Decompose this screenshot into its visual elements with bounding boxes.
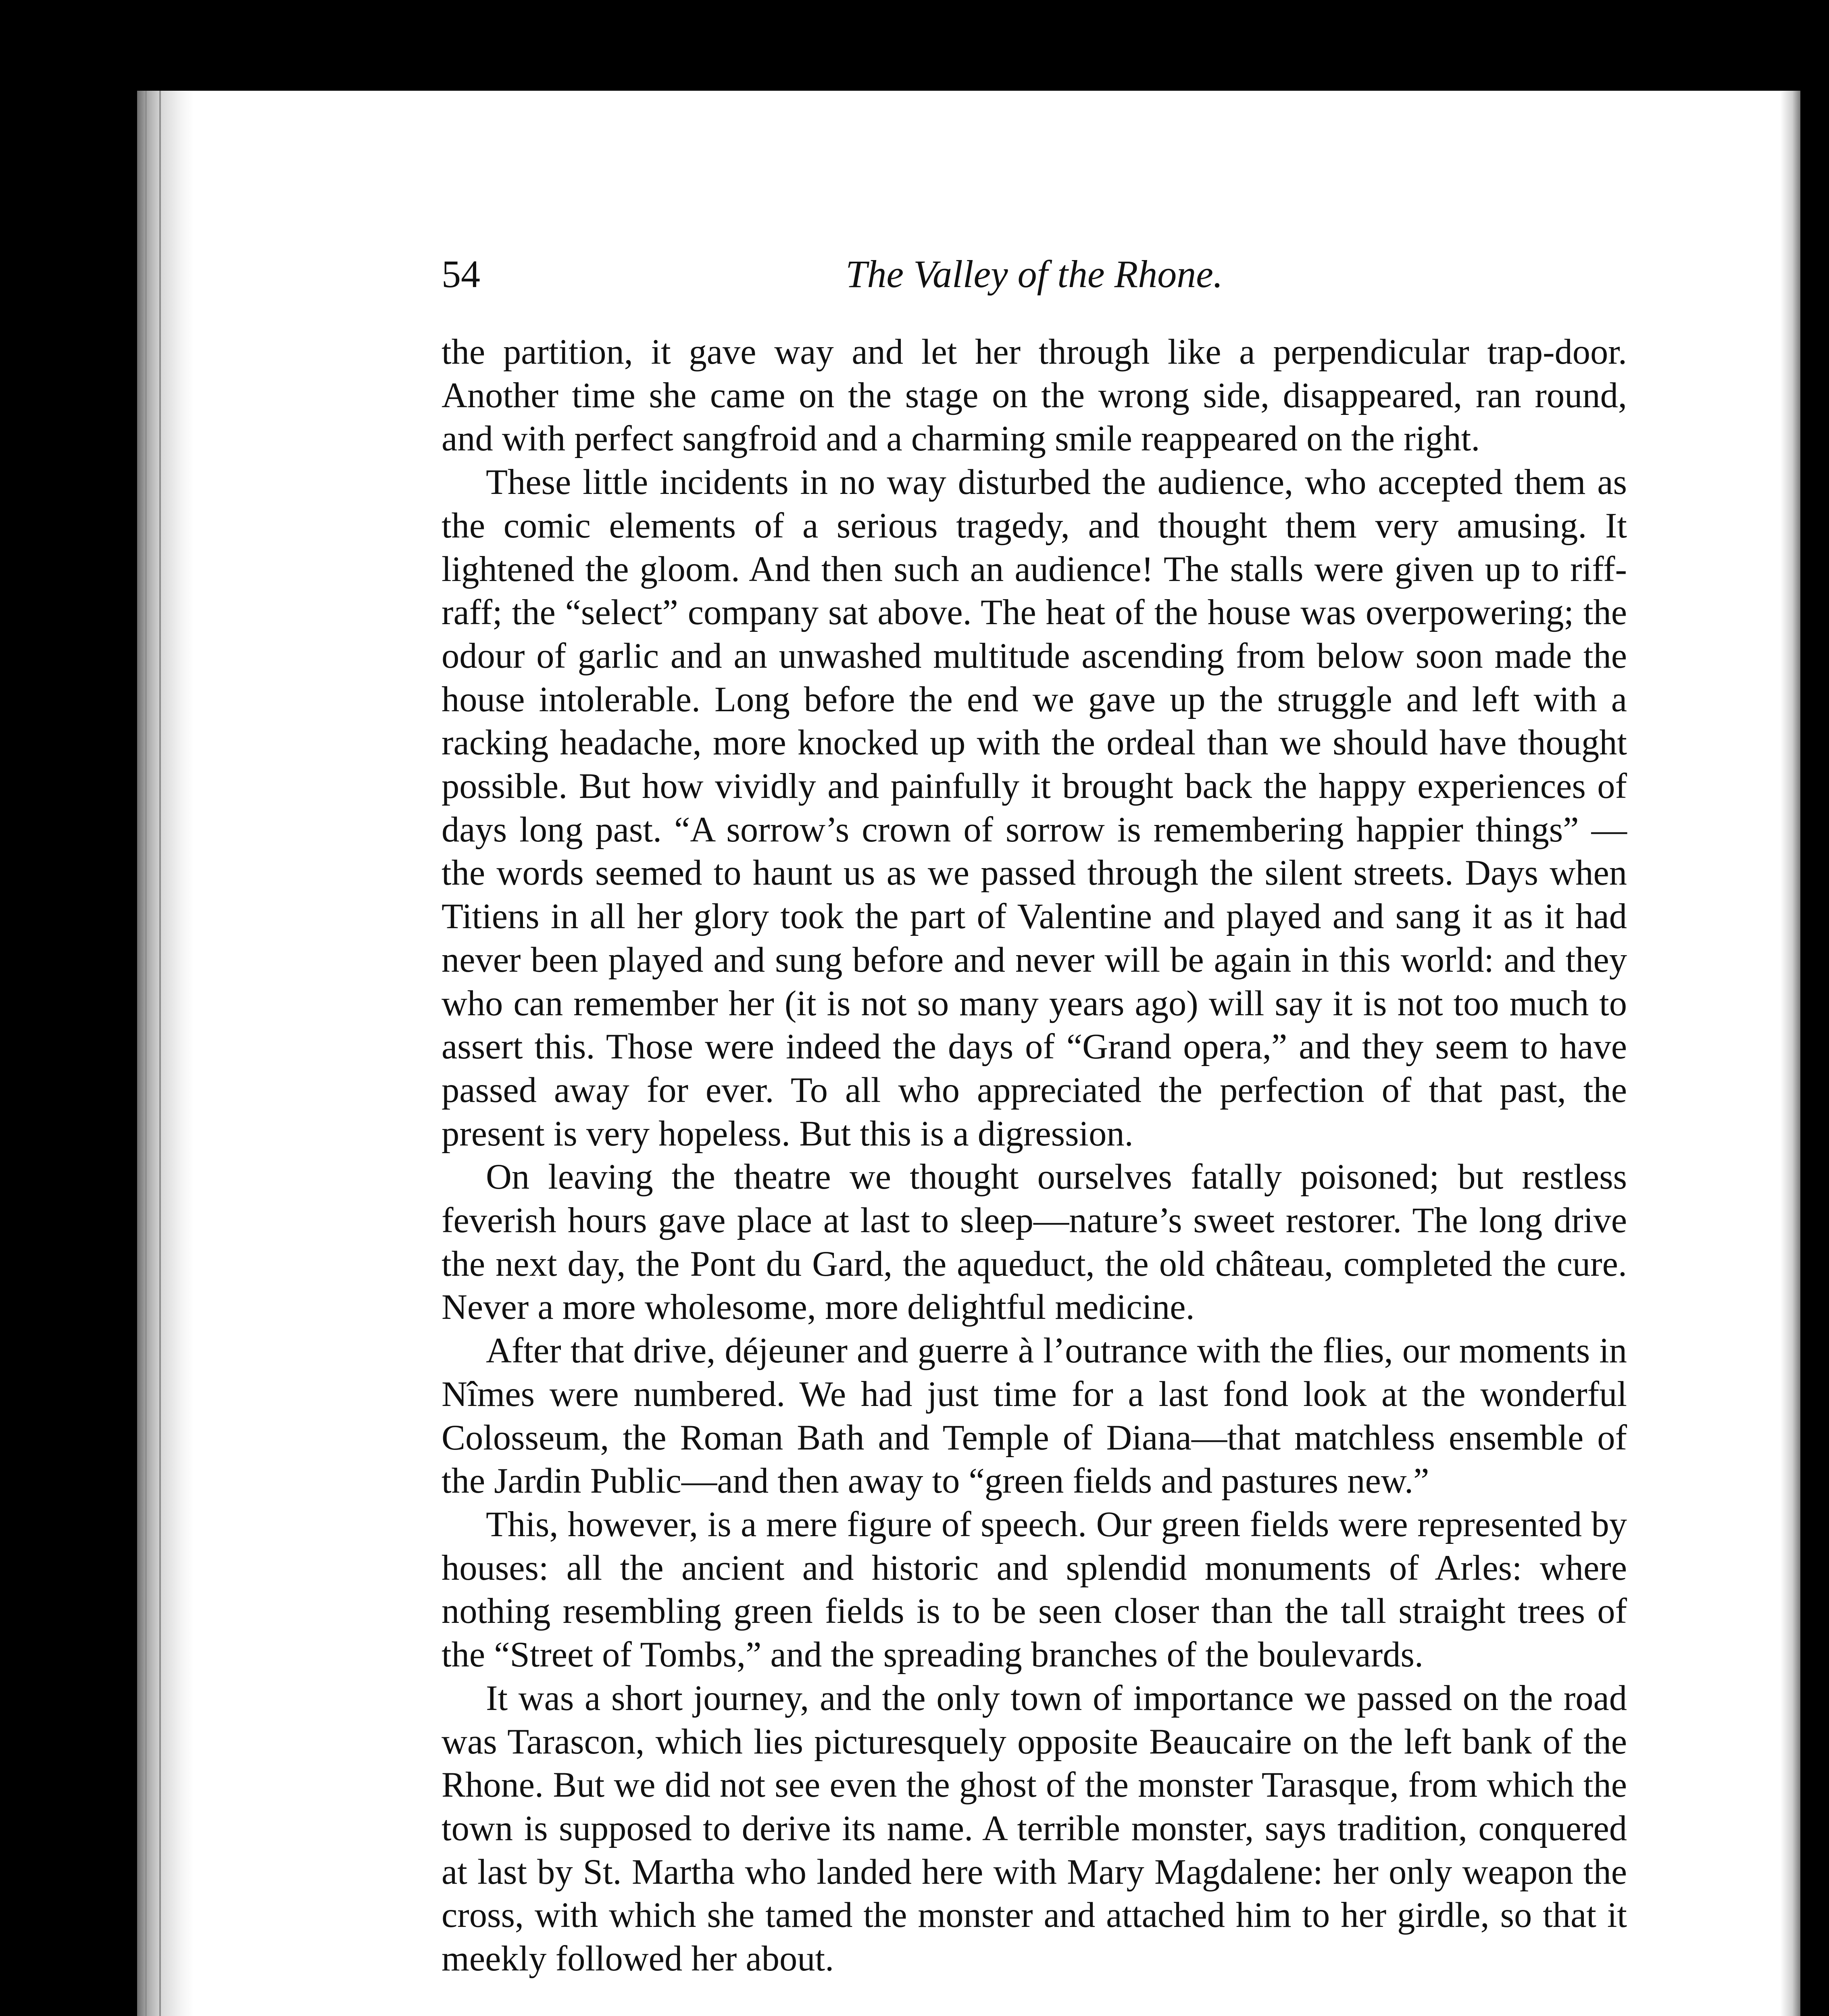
page-header xyxy=(442,248,1627,300)
page-right-edge xyxy=(1780,91,1800,2016)
paragraph: After that drive, déjeuner and guerre à l’outrance with the flies, our moments in Nîmes were numbered. We had just time for a last fond look at the wonderful Colosseum, the Roman Bath and Temple of Diana—that matchless ensemble of the Jardin Public—and then away to “green fields and pastures new.” xyxy=(442,1331,1627,1501)
paragraph: On leaving the theatre we thought ourselves fatally poisoned; but restless feverish hours gave place at last to sleep—nature’s sweet restorer. The long drive the next day, the Pont du Gard, the aqueduct, the old château, completed the cure. Never a more wholesome, more delightful medicine. xyxy=(442,1157,1627,1327)
paragraph: the partition, it gave way and let her through like a perpendicular trap-door. Another time she came on the stage on the wrong side, disappeared, ran round, and with perfect sangfroid and a charming smile reappeared on the right. xyxy=(442,332,1627,459)
paragraph: This, however, is a mere figure of speech. Our green fields were represented by houses: all the ancient and historic and splendid monuments of Arles: where nothing resembling green fields is to be seen closer than the tall straight trees of the “Street of Tombs,” and the spreading branches of the boulevards. xyxy=(442,1504,1627,1675)
page-number: 54 xyxy=(442,252,480,296)
body-text xyxy=(442,331,1627,1981)
gutter-line xyxy=(145,91,147,2016)
gutter-line xyxy=(159,91,161,2016)
paragraph: It was a short journey, and the only town of importance we passed on the road was Tarascon, which lies picturesquely opposite Beaucaire on the left bank of the Rhone. But we did not see even the ghost of the monster Tarasque, from which the town is supposed to derive its name. A terrible monster, says tradition, conquered at last by St. Martha who landed here with Mary Magdalene: her only weapon the cross, with which she tamed the monster and attached him to her girdle, so that it meekly followed her about. xyxy=(442,1678,1627,1979)
paragraph: These little incidents in no way disturbed the audience, who accepted them as the comic elements of a serious tragedy, and thought them very amusing. It lightened the gloom. And then such an audience! The stalls were given up to riff-raff; the “select” company sat above. The heat of the house was overpowering; the odour of garlic and an unwashed multitude ascending from below soon made the house intolerable. Long before the end we gave up the struggle and left with a racking headache, more knocked up with the ordeal than we should have thought possible. But how vividly and painfully it brought back the happy experiences of days long past. “A sorrow’s crown of sorrow is remembering happier things” —the words seemed to haunt us as we passed through the silent streets. Days when Titiens in all her glory took the part of Valentine and played and sang it as it had never been played and sung before and never will be again in this world: and they who can remember her (it is not so many years ago) will say it is not too much to assert this. Those were indeed the days of “Grand opera,” and they seem to have passed away for ever. To all who appreciated the perfection of that past, the present is very hopeless. But this is a digression. xyxy=(442,462,1627,1154)
running-title: The Valley of the Rhone. xyxy=(846,252,1223,296)
